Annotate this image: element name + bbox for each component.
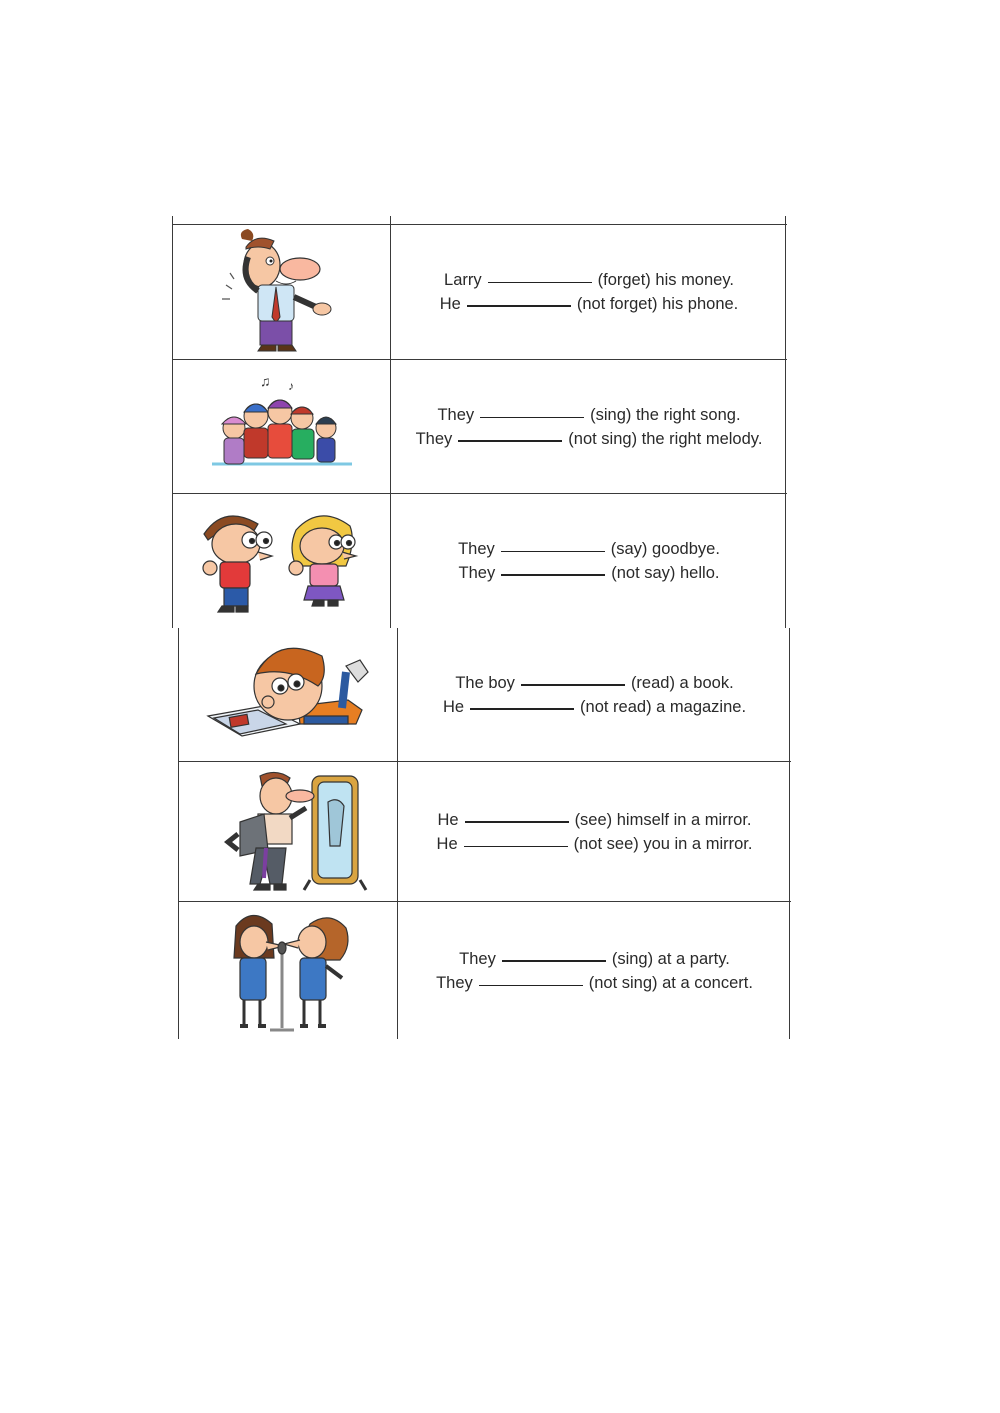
sentence-subject: The boy — [455, 673, 515, 692]
answer-blank[interactable] — [467, 304, 571, 307]
sentence-verb-hint: (sing) the right song. — [590, 405, 741, 424]
worksheet-block-upper — [172, 216, 787, 628]
sentence-cell — [398, 902, 791, 1039]
sentence-line — [440, 292, 739, 316]
sentence-subject: He — [439, 295, 461, 313]
sentence-verb-hint: (say) goodbye. — [610, 540, 720, 558]
sentence-verb-hint: (read) a book. — [630, 673, 734, 692]
sentence-cell — [391, 360, 787, 493]
sentence-verb-hint: (not sing) the right melody. — [568, 429, 763, 448]
sentence-line — [455, 671, 733, 695]
sentence-subject: Larry — [444, 271, 482, 289]
sentence-subject: They — [437, 405, 475, 424]
answer-blank[interactable] — [470, 707, 574, 710]
sentence-cell — [398, 628, 791, 761]
answer-blank[interactable] — [521, 683, 625, 686]
sentence-verb-hint: (not forget) his phone. — [576, 295, 739, 313]
sentence-subject: They — [436, 973, 473, 992]
sentence-line — [443, 695, 746, 719]
answer-blank[interactable] — [501, 573, 605, 576]
sentence-subject: He — [437, 810, 459, 829]
worksheet-block-lower — [178, 628, 791, 1039]
svg-text:♫: ♫ — [260, 373, 271, 389]
table-row — [178, 902, 791, 1039]
sentence-subject: He — [442, 697, 465, 716]
sentence-cell — [398, 762, 791, 901]
sentence-verb-hint: (see) himself in a mirror. — [574, 810, 752, 829]
sentence-line — [459, 561, 720, 585]
table-row — [178, 628, 791, 762]
two-women-singing-microphone-icon — [178, 902, 397, 1039]
answer-blank[interactable] — [480, 416, 584, 418]
sentence-line — [459, 947, 730, 971]
answer-blank[interactable] — [465, 820, 569, 823]
answer-blank[interactable] — [458, 439, 562, 442]
sentence-line — [437, 832, 753, 856]
sentence-verb-hint: (not read) a magazine. — [580, 697, 747, 716]
sentence-cell — [391, 494, 787, 628]
boy-and-girl-waving-goodbye-icon — [172, 494, 390, 628]
sentence-line — [437, 403, 740, 427]
sentence-verb-hint: (sing) at a party. — [611, 949, 730, 968]
children-singing-carols-icon — [172, 360, 390, 493]
table-row — [172, 494, 787, 628]
man-looking-in-mirror-icon — [178, 762, 397, 901]
answer-blank[interactable] — [501, 550, 605, 552]
sentence-verb-hint: (forget) his money. — [597, 271, 734, 289]
sentence-verb-hint: (not see) you in a mirror. — [573, 834, 753, 853]
sentence-line — [416, 427, 763, 451]
sentence-line — [437, 808, 751, 832]
svg-text:♪: ♪ — [288, 379, 294, 393]
table-row — [178, 762, 791, 902]
sentence-subject: They — [459, 949, 496, 968]
sentence-line — [436, 971, 753, 995]
answer-blank[interactable] — [502, 959, 606, 962]
sentence-line — [444, 268, 734, 292]
sentence-line — [458, 537, 720, 561]
table-row — [172, 360, 787, 494]
answer-blank[interactable] — [464, 845, 568, 847]
sentence-subject: He — [436, 834, 458, 853]
sentence-cell — [391, 225, 787, 359]
table-row — [172, 224, 787, 360]
sentence-verb-hint: (not say) hello. — [611, 564, 720, 582]
sentence-verb-hint: (not sing) at a concert. — [588, 973, 753, 992]
sentence-subject: They — [458, 540, 495, 558]
sentence-subject: They — [458, 564, 496, 582]
sentence-subject: They — [415, 429, 453, 448]
answer-blank[interactable] — [479, 984, 583, 986]
man-scratching-head-forgetting-icon — [172, 225, 390, 359]
boy-reading-book-icon — [178, 628, 397, 761]
answer-blank[interactable] — [488, 281, 592, 283]
